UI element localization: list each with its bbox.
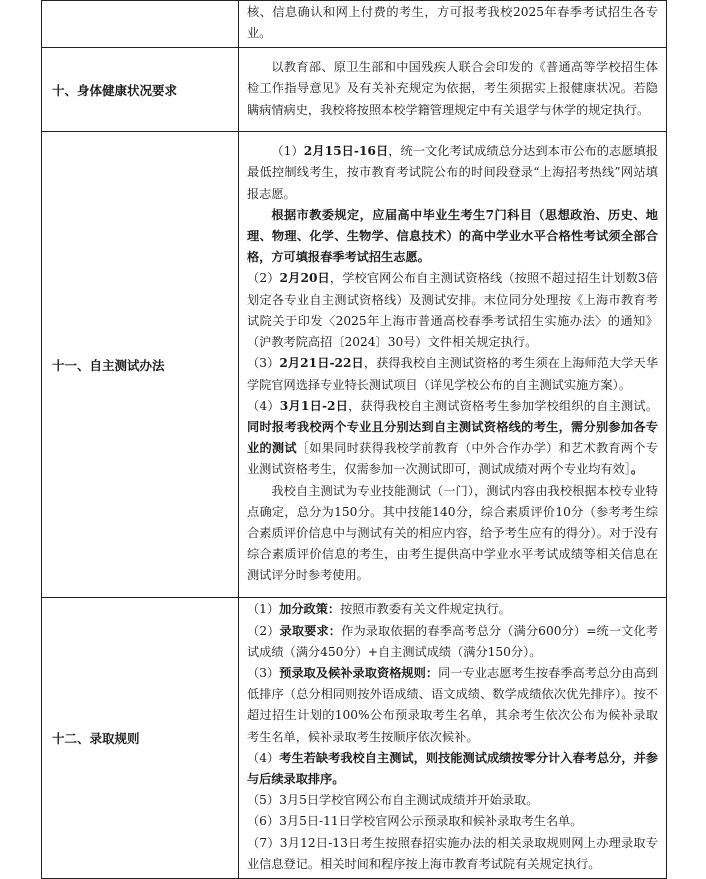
text: （2） xyxy=(247,623,280,638)
paragraph xyxy=(247,790,658,811)
text: 我校自主测试为专业技能测试（一门），测试内容由我校根据本校专业特点确定，总分为150分。其中技能140分，综合素质评价10分（参考考生综合素质评价信息中与测试有关的相应内容，给予考生应有的得分）。对于没有综合素质评价信息的考生，由考生提供高中学业水平考试成绩等相关信息在测试评分时参考使用。 xyxy=(247,483,658,583)
section-content xyxy=(239,132,667,598)
text: （1） xyxy=(247,602,280,617)
text: ，统一文化考试成绩总分达到本市公布的志愿填报最低控制线考生，按市教育考试院公布的时间段登录“上海招考热线”网站填报志愿。 xyxy=(247,144,658,201)
paragraph xyxy=(247,396,658,481)
bold-text: 加分政策： xyxy=(279,602,341,617)
section-content xyxy=(239,48,667,132)
text: （3） xyxy=(247,356,280,371)
bold-text: 预录取及候补录取资格规则： xyxy=(279,666,439,681)
text: ，获得我校自主测试资格的考生须在上海师范大学天华学院官网选择专业特长测试项目（详见学校公布的自主测试实施方案）。 xyxy=(247,356,659,392)
paragraph xyxy=(247,833,658,875)
text: （2） xyxy=(247,271,280,286)
text: （4） xyxy=(247,398,280,413)
paragraph xyxy=(247,748,658,790)
table-row xyxy=(42,1,667,48)
bold-text: 录取要求： xyxy=(279,623,342,638)
text: （7）3月12日-13日考生按照春招实施办法的相关录取规则网上办理录取专业信息登记。相关时间和程序按上海市教育考试院有关规定执行。 xyxy=(247,835,658,871)
text: （6）3月5日-11日学校官网公示预录取和候补录取考生名单。 xyxy=(247,814,583,829)
text: ，获得我校自主测试资格考生参加学校组织的自主测试。 xyxy=(348,398,658,413)
text: （3） xyxy=(247,666,280,681)
paragraph xyxy=(247,141,658,205)
text: ［如果同时获得我校学前教育（中外合作办学）和艺术教育两个专业测试资格考生，仅需参加一次测试即可，测试成绩对两个专业均有效］ xyxy=(247,441,659,477)
paragraph xyxy=(247,57,658,121)
text: （1） xyxy=(271,144,304,159)
paragraph xyxy=(247,621,658,663)
text: 按照市教委有关文件规定执行。 xyxy=(340,602,511,617)
section-label: 十二、录取规则 xyxy=(42,598,239,879)
text: 核、信息确认和网上付费的考生，方可报考我校2025年春季考试招生各专业。 xyxy=(247,5,658,41)
bold-text: 。 xyxy=(630,462,644,477)
paragraph xyxy=(247,663,658,748)
text: 同一专业志愿考生按春季高考总分由高到低排序（总分相同则按外语成绩、语文成绩、数学成绩依次优先排序）。按不超过招生计划的100%公布预录取考生名单，其余考生依次公布为候补录取考生名单，候补录取考生按顺序依次候补。 xyxy=(247,666,659,744)
section-content xyxy=(239,1,667,48)
paragraph xyxy=(247,599,658,620)
bold-text: 3月1日-2日 xyxy=(279,398,349,413)
paragraph xyxy=(247,268,658,353)
text: 以教育部、原卫生部和中国残疾人联合会印发的《普通高等学校招生体检工作指导意见》及有关补充规定为依据，考生须据实上报健康状况。若隐瞒病情病史，我校将按照本校学籍管理规定中有关退学与休学的规定执行。 xyxy=(247,60,658,117)
bold-text: 根据市教委规定，应届高中毕业生考生7门科目（思想政治、历史、地理、物理、化学、生物学、信息技术）的高中学业水平合格性考试须全部合格，方可填报春季考试招生志愿。 xyxy=(247,207,658,265)
text: （5）3月5日学校官网公布自主测试成绩并开始录取。 xyxy=(247,793,539,808)
section-label: 十一、自主测试办法 xyxy=(42,132,239,598)
table-row xyxy=(42,598,667,879)
section-label: 十、身体健康状况要求 xyxy=(42,48,239,132)
bold-text: 2月20日 xyxy=(279,271,330,286)
paragraph xyxy=(247,2,658,44)
table-row xyxy=(42,132,667,598)
bold-text: 考生若缺考我校自主测试，则技能测试成绩按零分计入春考总分，并参与后续录取排序。 xyxy=(247,750,658,787)
bold-text: 同时报考我校两个专业且分别达到自主测试资格线的考生，需分别参加各专业的测试 xyxy=(247,419,658,456)
paragraph xyxy=(247,811,658,832)
bold-text: 2月15日-16日 xyxy=(303,144,389,159)
bold-text: 2月21日-22日 xyxy=(279,356,364,371)
paragraph xyxy=(247,481,658,587)
table-row xyxy=(42,48,667,132)
text: （4） xyxy=(247,750,280,765)
paragraph xyxy=(247,353,658,395)
text: ，学校官网公布自主测试资格线（按照不超过招生计划数3倍划定各专业自主测试资格线）及测试安排。末位同分处理按《上海市教育考试院关于印发〈2025年上海市普通高校春季考试招生实施办法〉的通知》（沪教考院高招〔2024〕30号）文件相关规定执行。 xyxy=(247,271,658,350)
section-content xyxy=(239,598,667,879)
admissions-table xyxy=(41,0,667,879)
text: 作为录取依据的春季高考总分（满分600分）=统一文化考试成绩（满分450分）+自主测试成绩（满分150分）。 xyxy=(247,623,659,659)
paragraph xyxy=(247,205,658,269)
section-label xyxy=(42,1,239,48)
